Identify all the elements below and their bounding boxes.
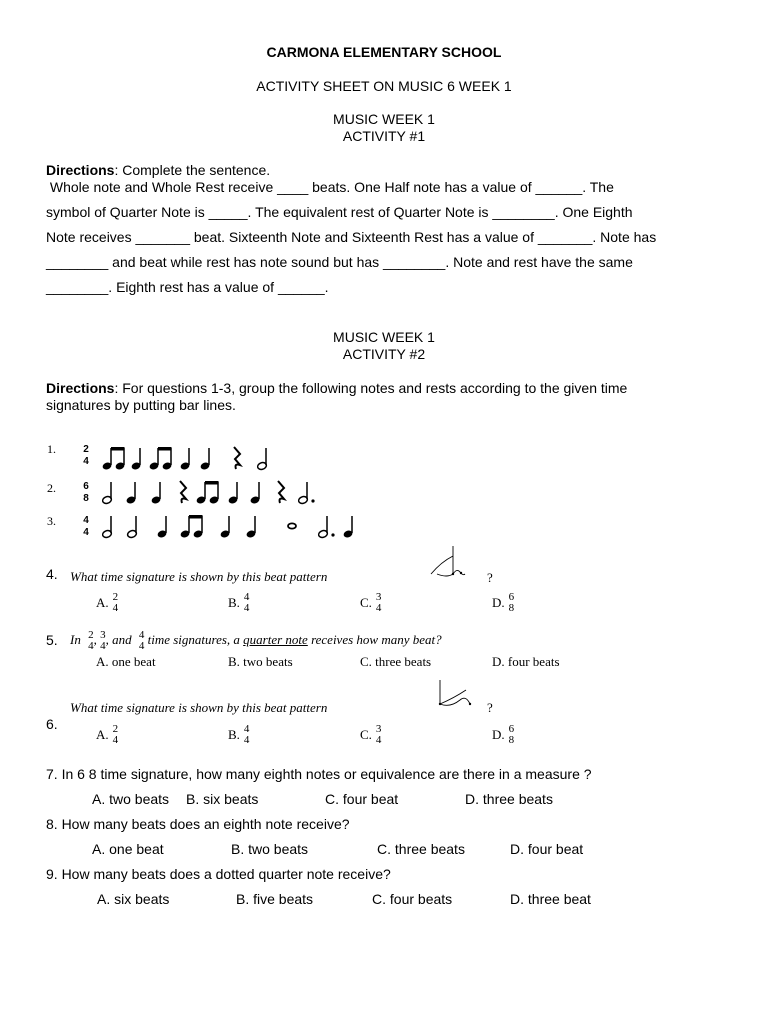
school-name: CARMONA ELEMENTARY SCHOOL	[266, 44, 502, 60]
activity2-directions	[46, 380, 627, 396]
conducting-beat-pattern-icon	[427, 544, 467, 584]
activity1-directions	[46, 162, 270, 178]
half-note-icon	[102, 482, 113, 505]
q8-option-b[interactable]: B. two beats	[231, 841, 309, 857]
activity2-number: ACTIVITY #2	[342, 346, 426, 362]
activity1-line: ________ and beat while rest has note sound but has ________. Note and rest have the same	[46, 254, 633, 270]
q6-option-c[interactable]: C. 3 4	[360, 723, 382, 746]
q7-option-d[interactable]: D. three beats	[465, 791, 553, 807]
rhythm-row-1-notes	[100, 444, 300, 474]
eighth-note-pair-icon	[102, 447, 126, 471]
rhythm-row-label: 1.	[47, 442, 56, 456]
q5-option-b[interactable]: B. two beats	[228, 654, 293, 669]
q5-option-c[interactable]: C. three beats	[360, 654, 432, 669]
half-note-icon	[102, 516, 113, 539]
quarter-note-icon	[343, 516, 354, 539]
rhythm-row-label: 2.	[47, 481, 56, 495]
q9-option-d[interactable]: D. three beat	[510, 891, 591, 907]
activity2-directions-line2: signatures by putting bar lines.	[46, 397, 236, 413]
q7-option-a[interactable]: A. two beats	[92, 791, 170, 807]
dotted-half-note-icon	[318, 516, 335, 539]
q4-option-a[interactable]: A. 2 4	[96, 591, 119, 614]
q4-option-d[interactable]: D. 6 8	[492, 591, 515, 614]
half-note-icon	[127, 516, 138, 539]
directions-label: Directions	[46, 162, 115, 178]
q6-option-b[interactable]: B. 4 4	[228, 723, 250, 746]
quarter-note-icon	[151, 482, 162, 505]
directions-text: : For questions 1-3, group the following notes and rests according to the given time	[114, 380, 628, 396]
quarter-note-icon	[220, 516, 231, 539]
q9-question: 9. How many beats does a dotted quarter note receive?	[46, 866, 391, 882]
q5-option-d[interactable]: D. four beats	[492, 654, 560, 669]
q4-option-b[interactable]: B. 4 4	[228, 591, 250, 614]
rhythm-row-2-notes	[100, 478, 360, 508]
q4-qmark: ?	[487, 570, 493, 585]
conducting-beat-pattern-icon	[436, 678, 476, 712]
quarter-note-icon	[157, 516, 168, 539]
sheet-title: ACTIVITY SHEET ON MUSIC 6 WEEK 1	[256, 78, 512, 94]
q7-question: 7. In 6 8 time signature, how many eighth notes or equivalence are there in a measure ?	[46, 766, 592, 782]
eighth-note-pair-icon	[149, 447, 173, 471]
activity1-line: ________. Eighth rest has a value of ______.	[46, 279, 329, 295]
quarter-note-icon	[131, 448, 142, 471]
whole-note-icon	[288, 523, 296, 528]
q6-number: 6.	[46, 716, 58, 732]
q5-number: 5.	[46, 632, 58, 648]
activity1-week: MUSIC WEEK 1	[333, 111, 435, 127]
q9-option-c[interactable]: C. four beats	[372, 891, 453, 907]
quarter-note-icon	[200, 448, 211, 471]
directions-text: : Complete the sentence.	[114, 162, 271, 178]
half-note-icon	[257, 448, 268, 471]
q7-option-b[interactable]: B. six beats	[186, 791, 259, 807]
q9-option-a[interactable]: A. six beats	[97, 891, 170, 907]
eighth-note-pair-icon	[196, 481, 220, 505]
q6-qmark: ?	[487, 700, 493, 715]
q7-option-c[interactable]: C. four beat	[325, 791, 399, 807]
q4-question: What time signature is shown by this beat pattern	[70, 569, 328, 584]
q8-option-a[interactable]: A. one beat	[92, 841, 164, 857]
q9-option-b[interactable]: B. five beats	[236, 891, 314, 907]
rhythm-row-3-notes	[100, 512, 380, 542]
rhythm-row-label: 3.	[47, 514, 56, 528]
quarter-note-icon	[246, 516, 257, 539]
activity1-number: ACTIVITY #1	[342, 128, 426, 144]
q8-question: 8. How many beats does an eighth note receive?	[46, 816, 350, 832]
time-signature: 2 4	[83, 444, 89, 467]
quarter-note-icon	[228, 482, 239, 505]
quarter-note-icon	[180, 448, 191, 471]
q4-number: 4.	[46, 566, 58, 582]
time-signature: 6 8	[83, 481, 89, 504]
q6-option-a[interactable]: A. 2 4	[96, 723, 119, 746]
quarter-rest-icon	[278, 481, 284, 503]
activity1-line: Whole note and Whole Rest receive ____ beats. One Half note has a value of ______. The	[46, 179, 614, 195]
quarter-rest-icon	[180, 481, 186, 503]
directions-label: Directions	[46, 380, 115, 396]
q5-question: In 2 4 , 3 4 , and 4 4 time signatures, a quarter note receives how many beat?	[70, 629, 442, 652]
dotted-half-note-icon	[298, 482, 315, 505]
q6-question: What time signature is shown by this beat pattern	[70, 700, 328, 715]
eighth-note-pair-icon	[180, 515, 204, 539]
quarter-note-icon	[126, 482, 137, 505]
q8-option-d[interactable]: D. four beat	[510, 841, 584, 857]
quarter-note-icon	[250, 482, 261, 505]
q6-option-d[interactable]: D. 6 8	[492, 723, 515, 746]
activity1-line: Note receives _______ beat. Sixteenth Note and Sixteenth Rest has a value of _______. Note has	[46, 229, 657, 245]
q4-option-c[interactable]: C. 3 4	[360, 591, 382, 614]
time-signature: 4 4	[83, 515, 89, 538]
q5-option-a[interactable]: A. one beat	[96, 654, 156, 669]
activity1-line: symbol of Quarter Note is _____. The equivalent rest of Quarter Note is ________. One Eighth	[46, 204, 633, 220]
q8-option-c[interactable]: C. three beats	[377, 841, 465, 857]
quarter-rest-icon	[234, 447, 240, 469]
activity2-week: MUSIC WEEK 1	[333, 329, 435, 345]
